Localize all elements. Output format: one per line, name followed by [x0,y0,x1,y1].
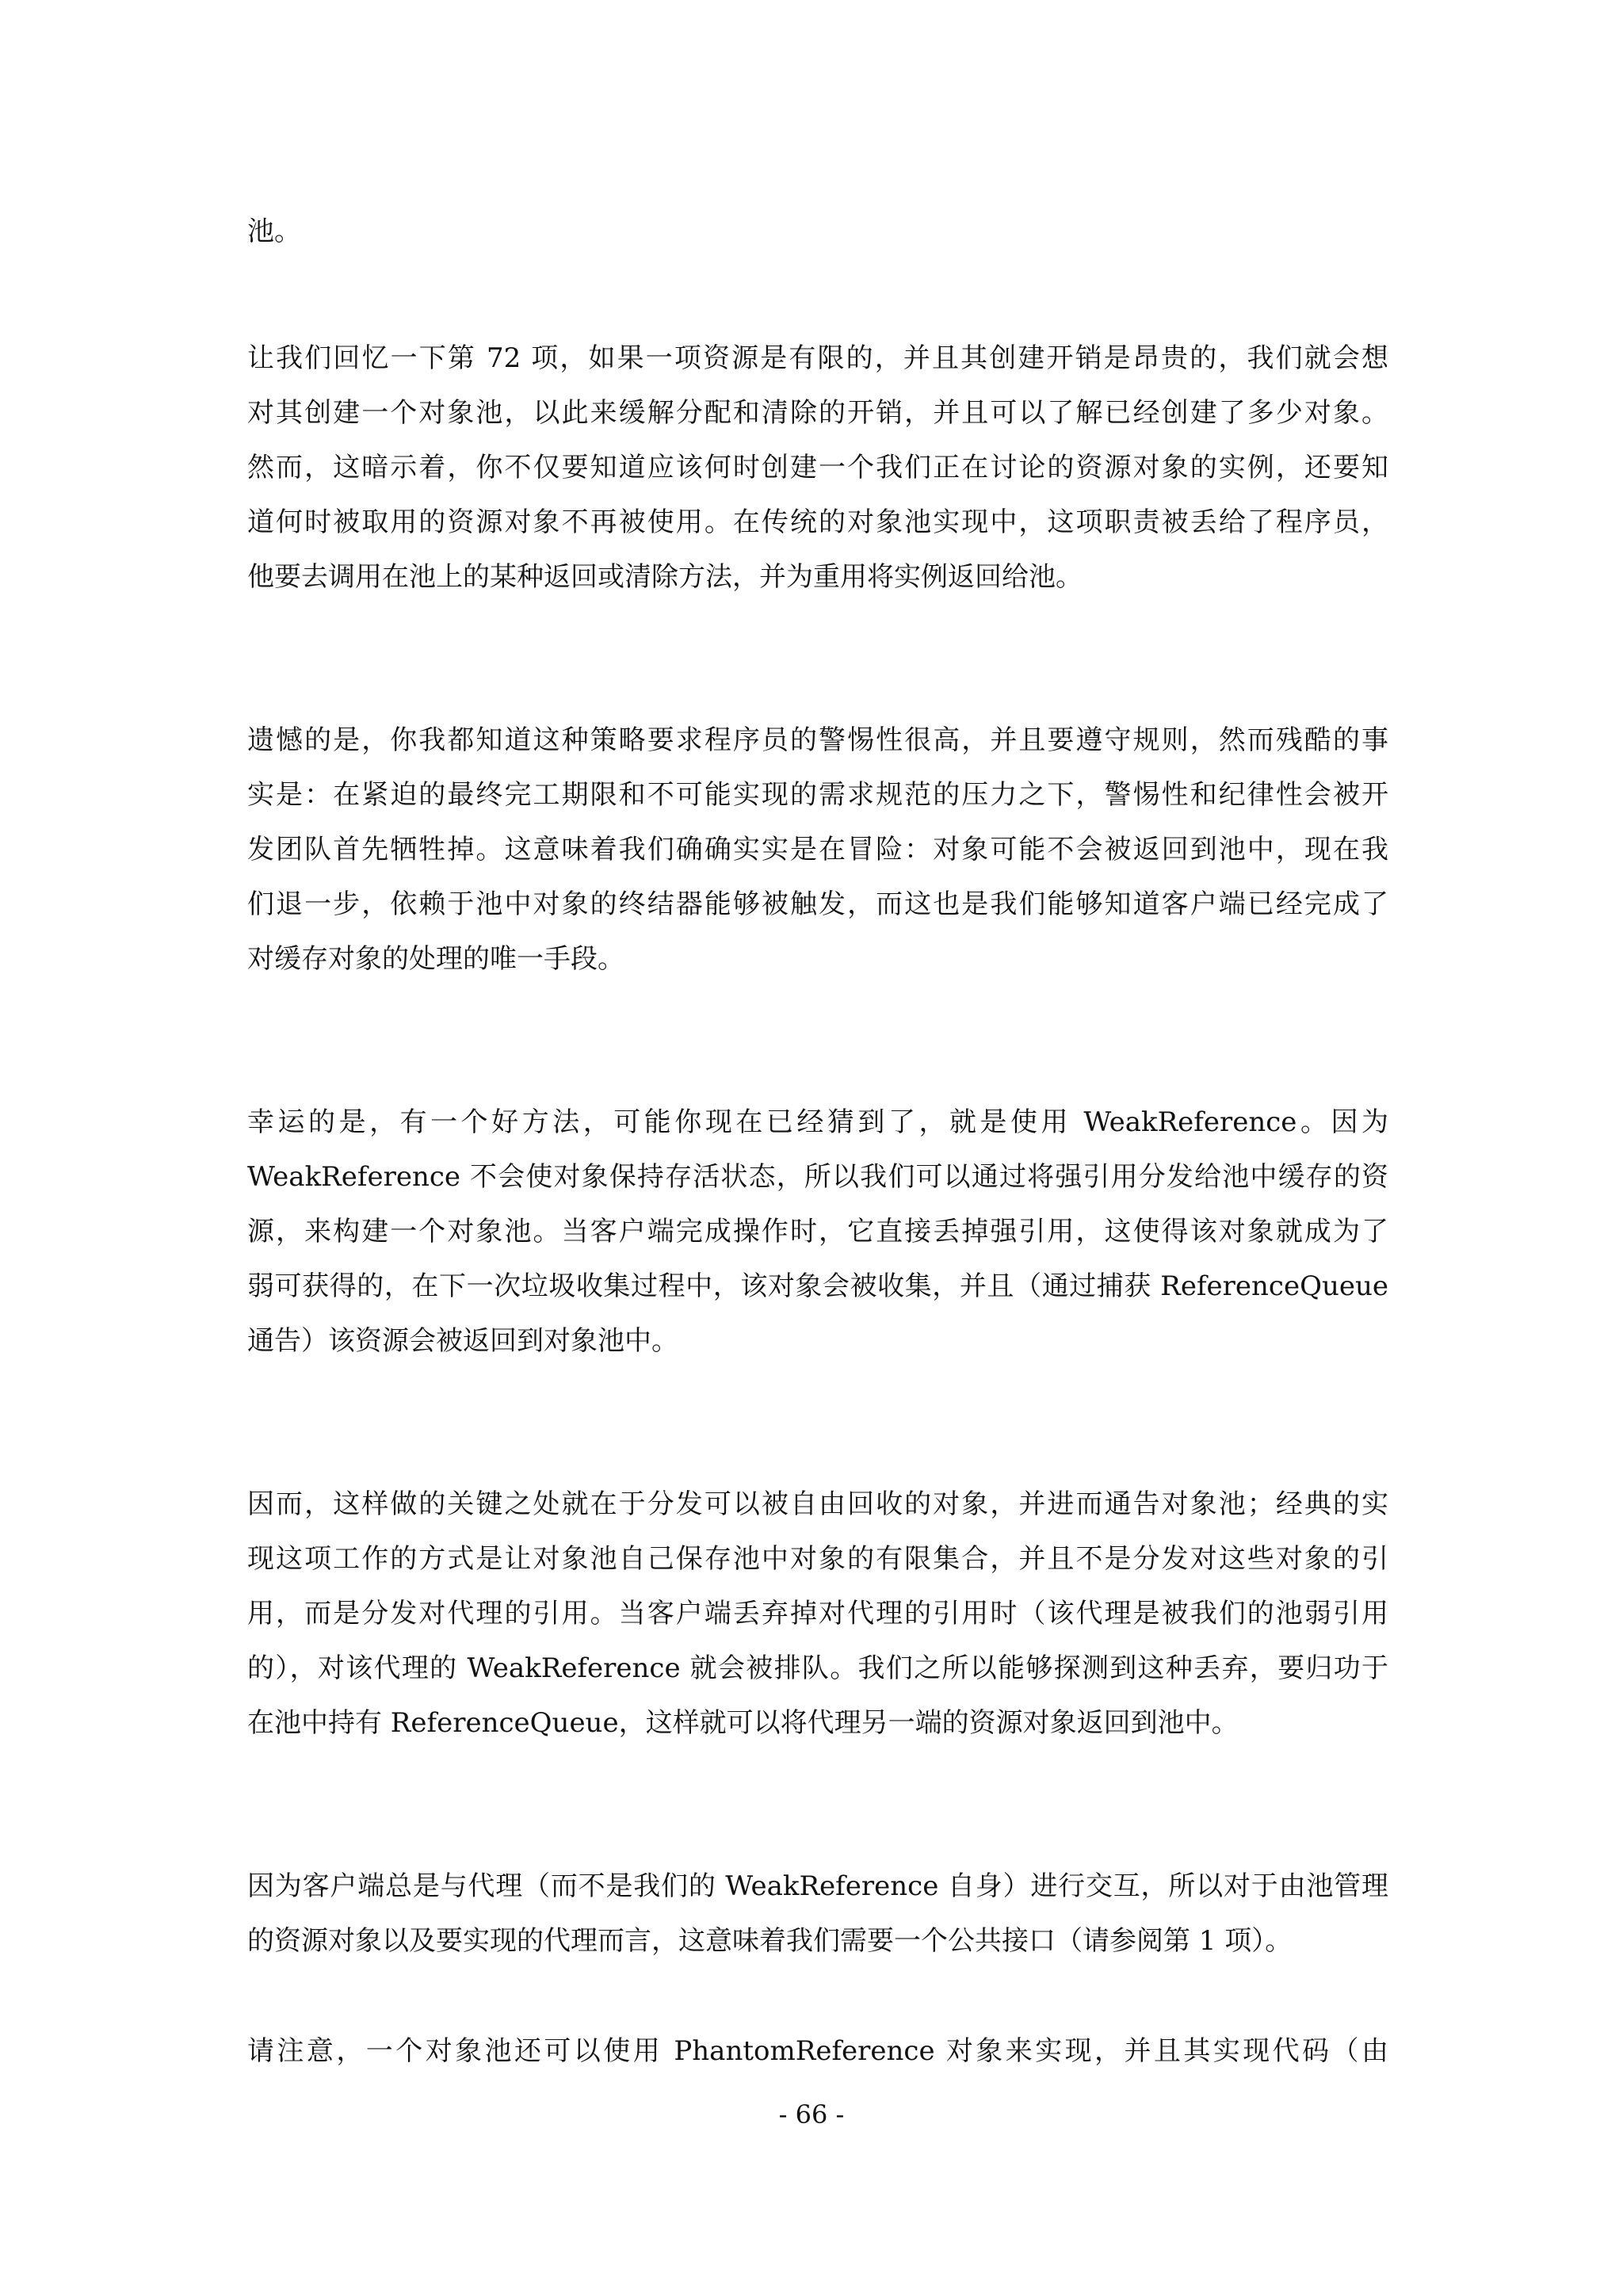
paragraph-1 [247,204,1388,259]
paragraph-7 [247,2024,1388,2079]
text-line: 他要去调用在池上的某种返回或清除方法，并为重用将实例返回给池。 [247,561,1083,593]
text-line: 的），对该代理的 WeakReference 就会被排队。我们之所以能够探测到这种丢弃，要归功于 [247,1652,1388,1684]
paragraph-6 [247,1859,1388,1969]
text-line: 的资源对象以及要实现的代理而言，这意味着我们需要一个公共接口（请参阅第 1 项）。 [247,1925,1293,1957]
paragraph-2 [247,331,1388,605]
text-line: 对其创建一个对象池，以此来缓解分配和清除的开销，并且可以了解已经创建了多少对象。 [247,397,1388,429]
text-line: 遗憾的是，你我都知道这种策略要求程序员的警惕性很高，并且要遵守规则，然而残酷的事 [247,724,1388,756]
text-line: 对缓存对象的处理的唯一手段。 [247,943,624,975]
text-line: 让我们回忆一下第 72 项，如果一项资源是有限的，并且其创建开销是昂贵的，我们就会想 [247,342,1388,374]
text-line: 实是：在紧迫的最终完工期限和不可能实现的需求规范的压力之下，警惕性和纪律性会被开 [247,779,1388,811]
text-line: 幸运的是，有一个好方法，可能你现在已经猜到了，就是使用 WeakReference。因为 [247,1106,1388,1138]
text-line: 池。 [247,216,301,247]
text-line: 道何时被取用的资源对象不再被使用。在传统的对象池实现中，这项职责被丢给了程序员， [247,506,1388,538]
text-line: 请注意，一个对象池还可以使用 PhantomReference 对象来实现，并且其实现代码（由 [247,2035,1388,2067]
text-line: 因为客户端总是与代理（而不是我们的 WeakReference 自身）进行交互，所以对于由池管理 [247,1870,1388,1902]
text-line: 在池中持有 ReferenceQueue，这样就可以将代理另一端的资源对象返回到池中。 [247,1707,1239,1739]
paragraph-5 [247,1477,1388,1751]
page-number: - 66 - [778,2099,845,2130]
text-line: 弱可获得的，在下一次垃圾收集过程中，该对象会被收集，并且（通过捕获 ReferenceQueue [247,1270,1388,1302]
text-line: 通告）该资源会被返回到对象池中。 [247,1325,678,1357]
text-line: 现这项工作的方式是让对象池自己保存池中对象的有限集合，并且不是分发对这些对象的引 [247,1543,1388,1575]
text-line: 发团队首先牺牲掉。这意味着我们确确实实是在冒险：对象可能不会被返回到池中，现在我 [247,834,1388,865]
paragraph-4 [247,1095,1388,1369]
paragraph-3 [247,713,1388,987]
text-line: 因而，这样做的关键之处就在于分发可以被自由回收的对象，并进而通告对象池；经典的实 [247,1488,1388,1520]
text-line: 然而，这暗示着，你不仅要知道应该何时创建一个我们正在讨论的资源对象的实例，还要知 [247,452,1388,483]
text-line: 源，来构建一个对象池。当客户端完成操作时，它直接丢掉强引用，这使得该对象就成为了 [247,1216,1388,1247]
text-line: 用，而是分发对代理的引用。当客户端丢弃掉对代理的引用时（该代理是被我们的池弱引用 [247,1598,1388,1629]
text-line: 们退一步，依赖于池中对象的终结器能够被触发，而这也是我们能够知道客户端已经完成了 [247,888,1388,920]
text-line: WeakReference 不会使对象保持存活状态，所以我们可以通过将强引用分发给池中缓存的资 [247,1161,1388,1193]
